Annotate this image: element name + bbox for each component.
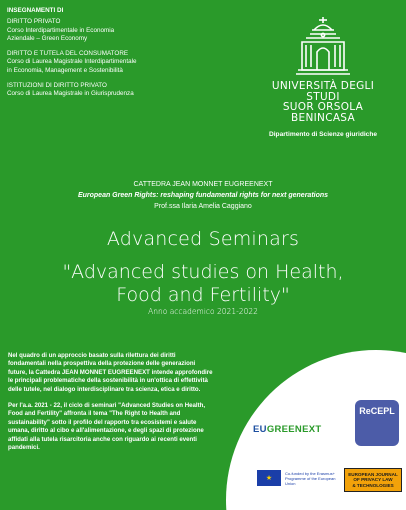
eu-cofunded-text: Co-funded by the Erasmus+ Programme of the European Union xyxy=(285,470,336,486)
teaching-header: INSEGNAMENTI DI xyxy=(7,7,64,14)
eugreenext-logo xyxy=(253,424,321,435)
teaching-group xyxy=(7,50,237,75)
teaching-title: DIRITTO PRIVATO xyxy=(7,18,61,26)
teaching-title: ISTITUZIONI DI DIRITTO PRIVATO xyxy=(7,82,107,90)
academic-year: Anno accademico 2021-2022 xyxy=(148,307,258,316)
cattedra-block xyxy=(0,179,406,212)
seminar-subtitle-line: Food and Fertility" xyxy=(116,284,290,306)
seminar-title-block xyxy=(0,228,406,316)
cattedra-name: CATTEDRA JEAN MONNET EUGREENEXT xyxy=(133,181,273,188)
department-name: Dipartimento di Scienze giuridiche xyxy=(268,131,378,138)
seminar-subtitle xyxy=(0,261,406,307)
university-name-line: SUOR ORSOLA xyxy=(282,101,364,113)
seminar-subtitle-line: "Advanced studies on Health, xyxy=(62,261,344,283)
eu-cofunded-logo xyxy=(257,470,339,486)
seminar-title: Advanced Seminars xyxy=(106,228,300,250)
ejpl-line: EUROPEAN JOURNAL xyxy=(348,472,398,477)
eugreenext-eu-text: EU xyxy=(253,424,267,435)
teaching-block xyxy=(7,7,237,106)
teaching-group xyxy=(7,82,237,99)
cattedra-subtitle: European Green Rights: reshaping fundamental rights for next generations xyxy=(77,192,329,199)
teaching-line: in Economia, Management e Sostenibilità xyxy=(7,66,123,74)
university-logo xyxy=(258,14,388,138)
teaching-line: Aziendale – Green Economy xyxy=(7,34,88,42)
eugreenext-rest-text: GREENEXT xyxy=(266,424,322,435)
recepl-logo xyxy=(355,400,399,446)
eu-flag-icon: ★ xyxy=(257,470,281,486)
recepl-text: ReCEPL xyxy=(359,406,395,416)
teaching-line: Corso Interdipartimentale in Economia xyxy=(7,26,115,34)
university-name-line: BENINCASA xyxy=(291,111,355,124)
description-paragraph: Nel quadro di un approccio basato sulla rilettura dei diritti fondamentali nella prospettiva della protezione delle generazioni future, la Cattedra JEAN MONNET EUGREENEXT intende approfondire le principali problematiche della sostenibilità in un'ottica di effettività delle tutele, nel dialogo interdisciplinare tra scienza, etica e diritto. xyxy=(8,352,213,393)
university-building-icon xyxy=(292,14,354,78)
description-paragraph: Per l'a.a. 2021 - 22, il ciclo di seminari "Advanced Studies on Health, Food and Fertility" affronta il tema "The Right to Health and sustainability" sotto il profilo del rapporto tra ecosistemi e salute umana, diritto al cibo e all'alimentazione, e degli spazi di protezione affidati alla tutela risarcitoria anche con riguardo ai recenti eventi pandemici. xyxy=(8,402,206,452)
teaching-line: Corso di Laurea Magistrale Interdipartimentale xyxy=(7,58,137,66)
teaching-title: DIRITTO E TUTELA DEL CONSUMATORE xyxy=(7,50,129,58)
description xyxy=(8,352,213,460)
university-name xyxy=(258,81,388,123)
teaching-line: Corso di Laurea Magistrale in Giurisprudenza xyxy=(7,90,134,98)
ejpl-line: OF PRIVACY LAW xyxy=(353,477,393,483)
ejpl-line: & TECHNOLOGIES xyxy=(352,482,394,488)
ejpl-logo xyxy=(344,468,402,492)
university-name-line: UNIVERSITÀ DEGLI STUDI xyxy=(271,80,375,103)
teaching-group xyxy=(7,18,237,43)
professor-name: Prof.ssa Ilaria Amelia Caggiano xyxy=(154,203,252,210)
